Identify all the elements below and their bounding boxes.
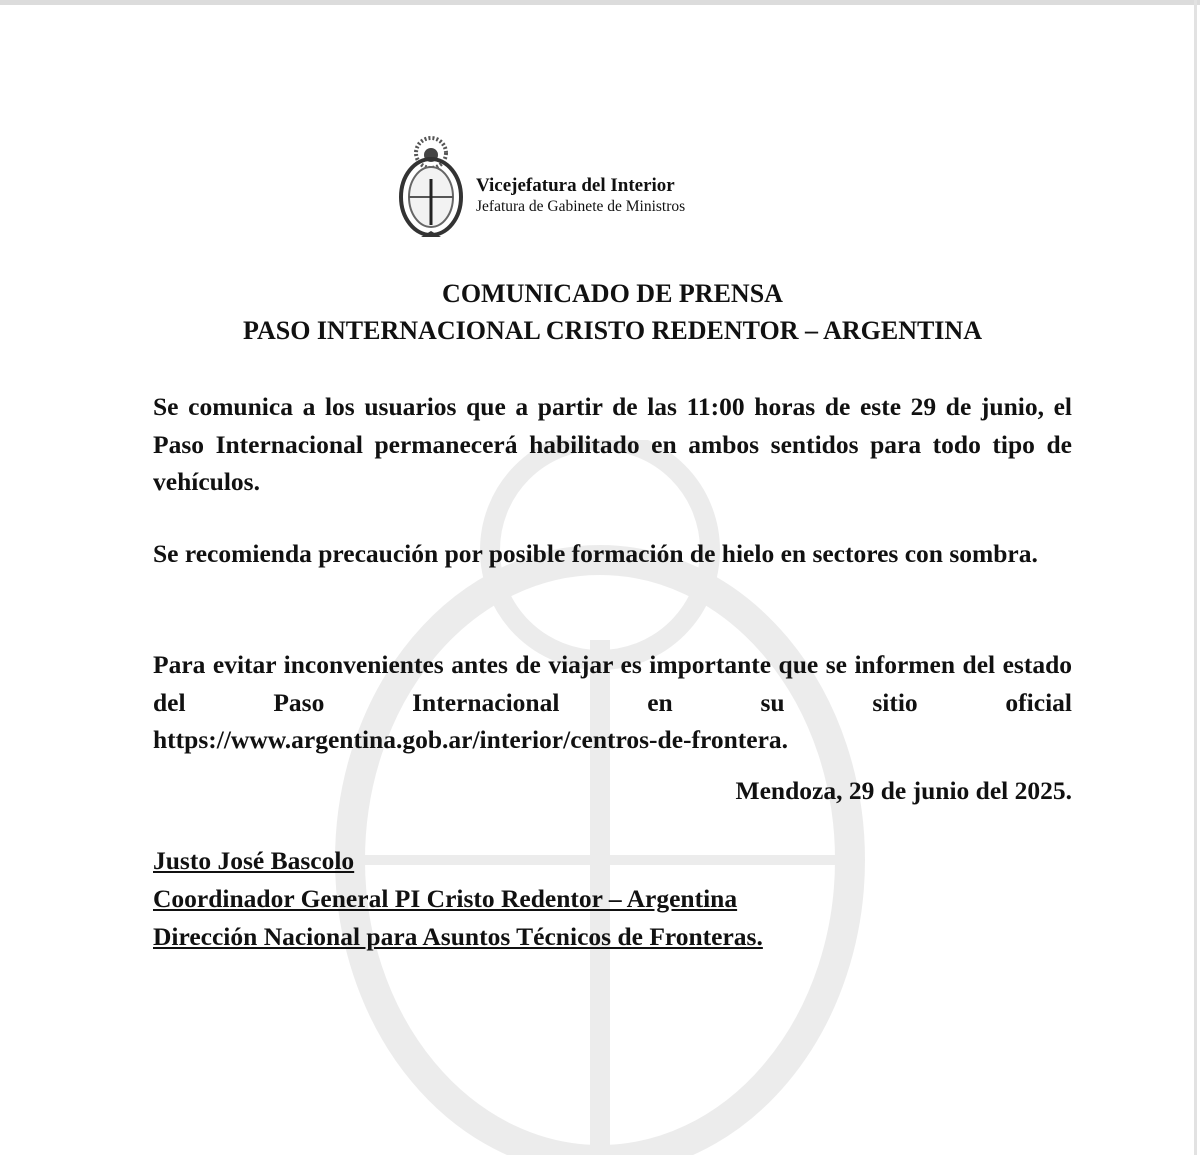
org-primary: Vicejefatura del Interior — [476, 175, 675, 196]
window-right-border — [1194, 0, 1197, 1155]
window-top-border — [0, 0, 1200, 5]
signature-office: Dirección Nacional para Asuntos Técnicos de Fronteras. — [153, 922, 763, 951]
signature-role: Coordinador General PI Cristo Redentor – Argentina — [153, 884, 738, 913]
org-secondary: Jefatura de Gabinete de Ministros — [476, 198, 686, 215]
signature-name: Justo José Bascolo — [153, 846, 355, 875]
document-date: Mendoza, 29 de junio del 2025. — [735, 776, 1072, 805]
document-subtitle: PASO INTERNACIONAL CRISTO REDENTOR – ARGENTINA — [243, 316, 982, 345]
document-title: COMUNICADO DE PRENSA — [442, 279, 783, 308]
paragraph-status: Se comunica a los usuarios que a partir de las 11:00 horas de este 29 de junio, el Paso Internacional permanecerá habilitado en ambos sentidos para todo tipo de vehículos. — [153, 392, 1072, 496]
paragraph-caution: Se recomienda precaución por posible formación de hielo en sectores con sombra. — [153, 539, 1038, 568]
paragraph-info: Para evitar inconvenientes antes de viajar es importante que se informen del estado del Paso Internacional en su sitio oficial https://www.argentina.gob.ar/interior/centros-de-frontera. — [153, 650, 1072, 754]
coat-of-arms-logo — [395, 135, 467, 247]
